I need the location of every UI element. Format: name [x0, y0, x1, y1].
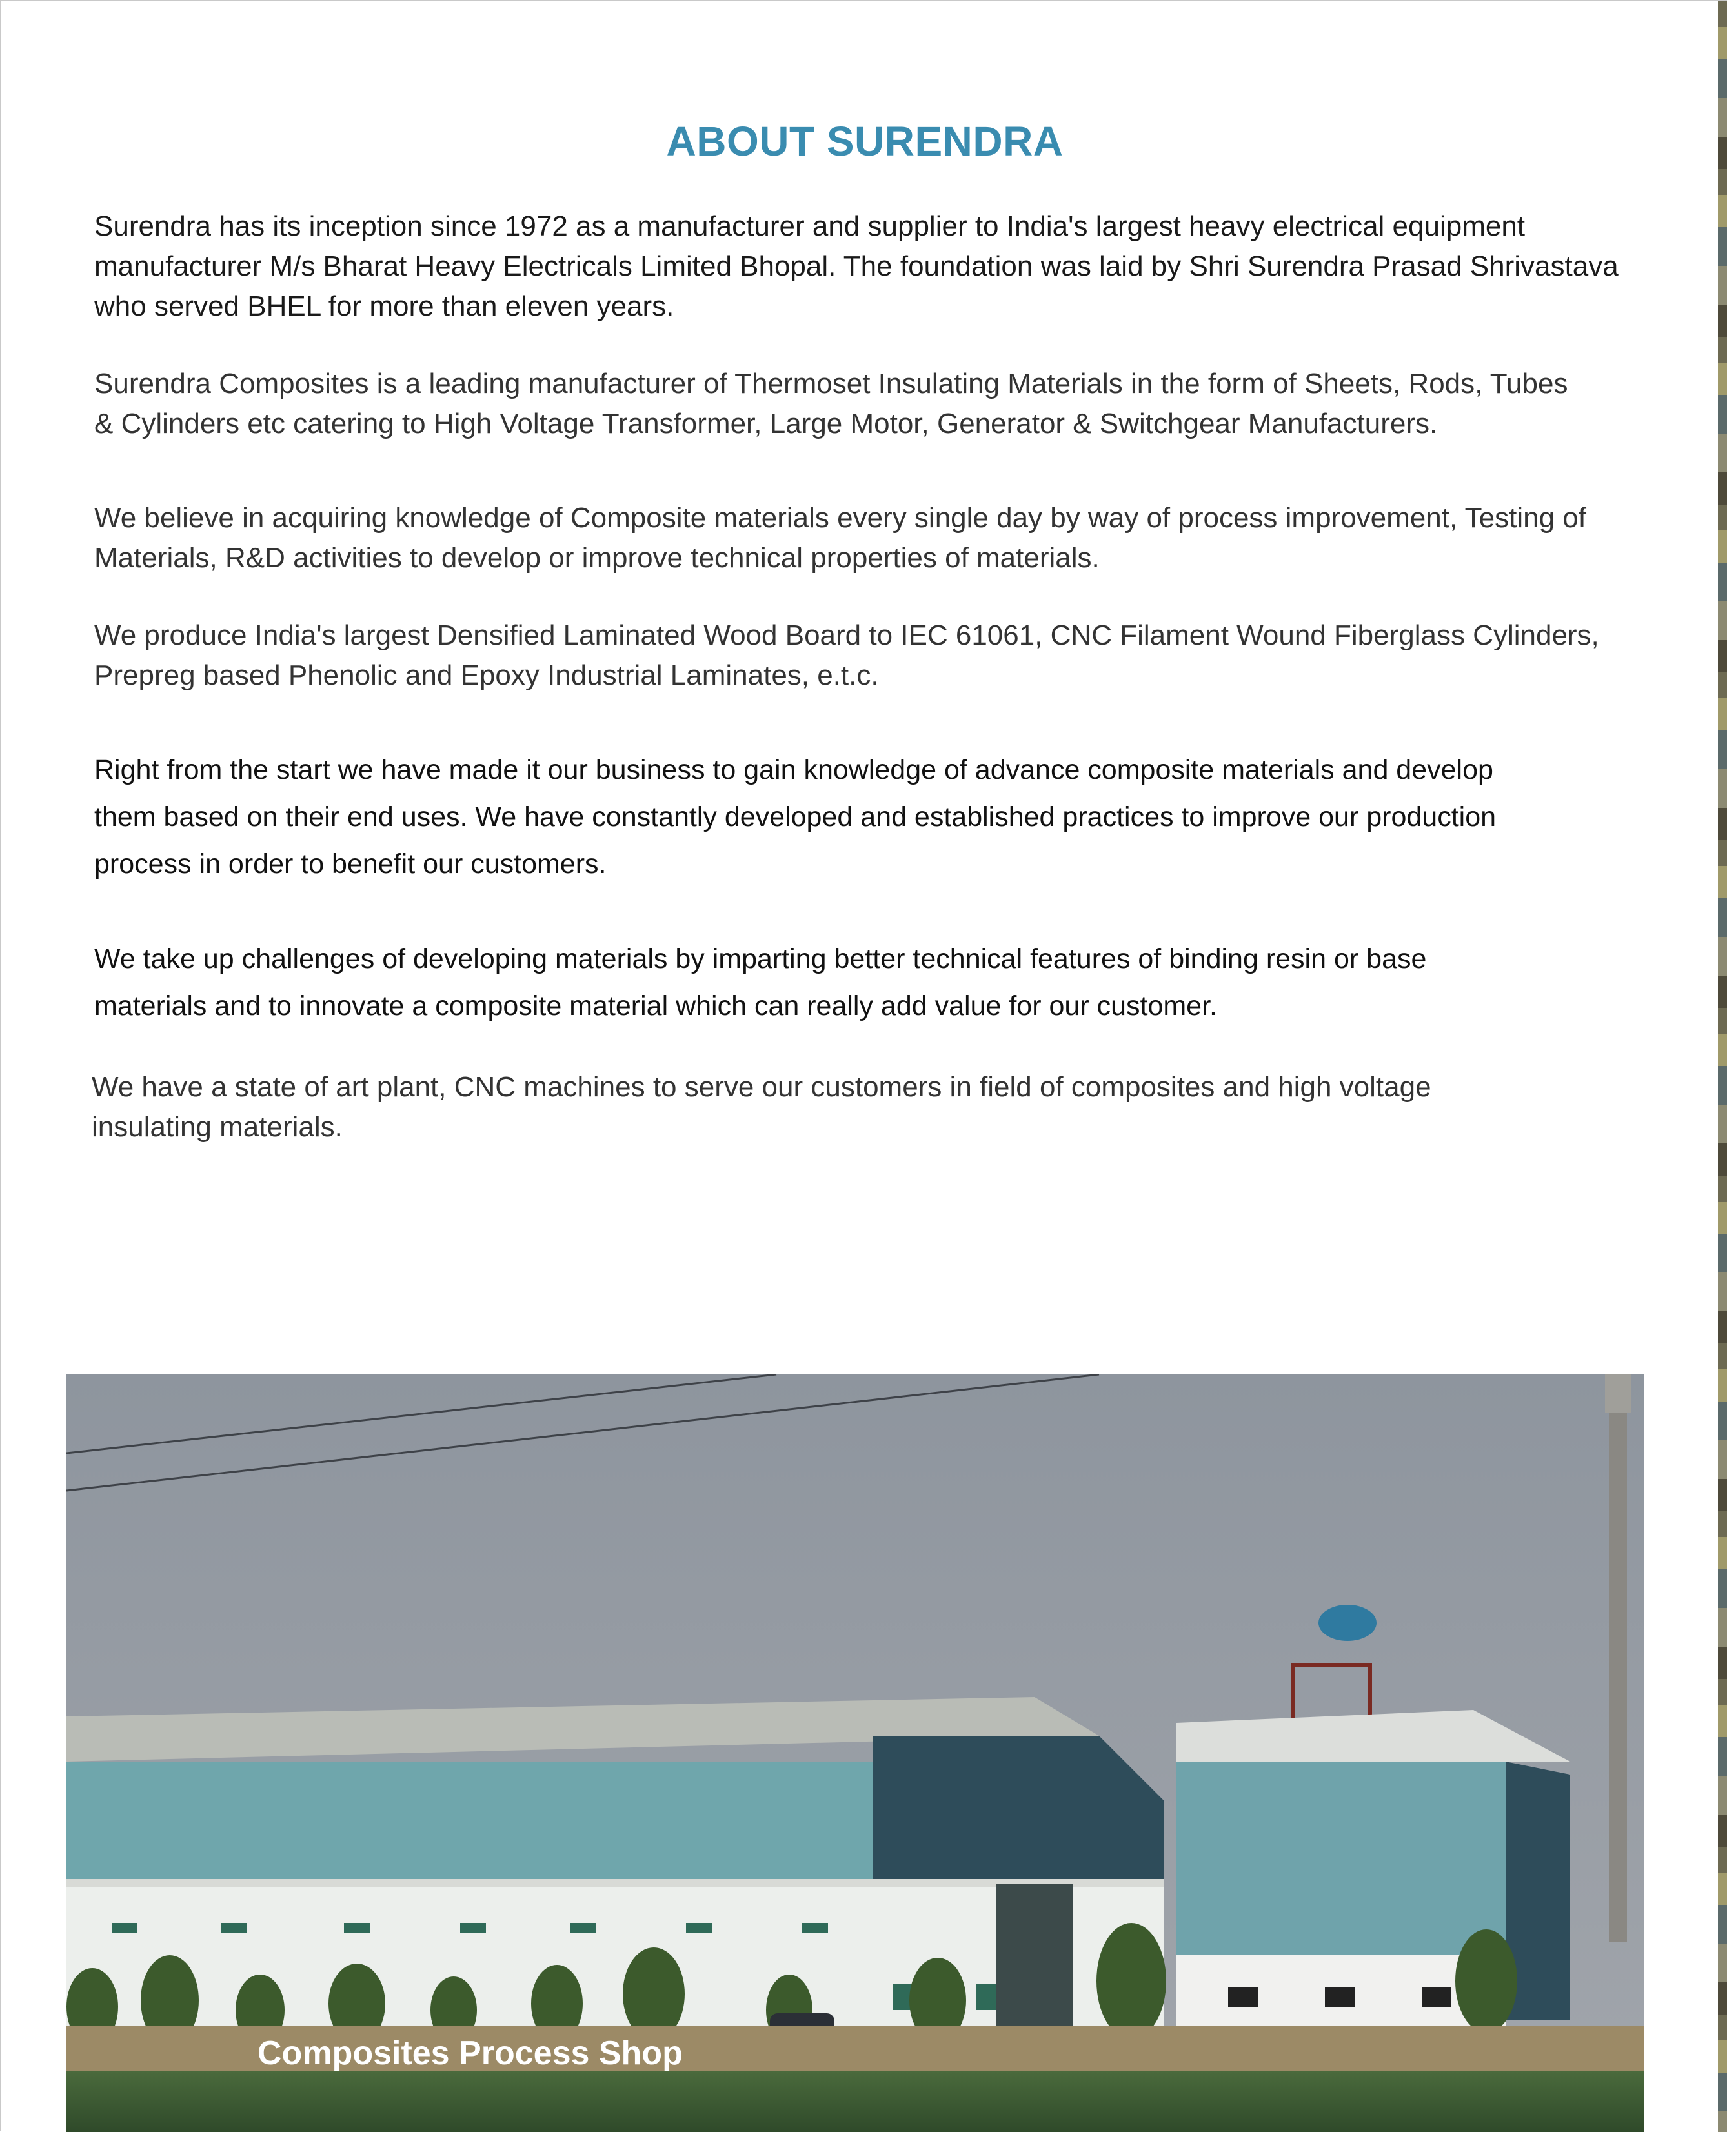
factory-photo: [66, 1374, 1644, 2132]
page-edge: [1718, 1, 1727, 2132]
chimney-top: [1605, 1374, 1631, 1413]
paragraph-history: Surendra has its inception since 1972 as a manufacturer and supplier to India's largest heavy electrical equipment manufacturer M/s Bharat Heavy Electricals Limited Bhopal. The foundation was laid by Shri Surendra Prasad Shrivastava who served BHEL for more than eleven years.: [94, 210, 1619, 322]
grass-field: [66, 2071, 1644, 2132]
paragraph-knowledge: We believe in acquiring knowledge of Composite materials every single day by way of process improvement, Testing of Materials, R&D activities to develop or improve technical properties of materials.: [94, 502, 1586, 574]
shed-door: [996, 1884, 1073, 2026]
photo-caption: Composites Process Shop: [257, 2035, 683, 2072]
page-title: ABOUT SURENDRA: [666, 118, 1064, 165]
paragraph-products: Surendra Composites is a leading manufacturer of Thermoset Insulating Materials in the form of Sheets, Rods, Tubes & Cylinders etc catering to High Voltage Transformer, Large Motor, Generator & Switchgear Manufacturers.: [94, 368, 1568, 439]
paragraph-challenges: We take up challenges of developing materials by imparting better technical features of binding resin or base materials and to innovate a composite material which can really add value for our customer.: [94, 943, 1427, 1021]
paragraph-production: We produce India's largest Densified Laminated Wood Board to IEC 61061, CNC Filament Wound Fiberglass Cylinders, Prepreg based Phenolic and Epoxy Industrial Laminates, e.t.c.: [94, 619, 1599, 691]
chimney: [1609, 1374, 1627, 1942]
paragraph-plant: We have a state of art plant, CNC machines to serve our customers in field of composites and high voltage insulating materials.: [92, 1071, 1431, 1143]
paragraph-business: Right from the start we have made it our business to gain knowledge of advance composite materials and develop them based on their end uses. We have constantly developed and established practices to improve our production process in order to benefit our customers.: [94, 754, 1497, 880]
factory-illustration: [66, 1374, 1644, 2132]
